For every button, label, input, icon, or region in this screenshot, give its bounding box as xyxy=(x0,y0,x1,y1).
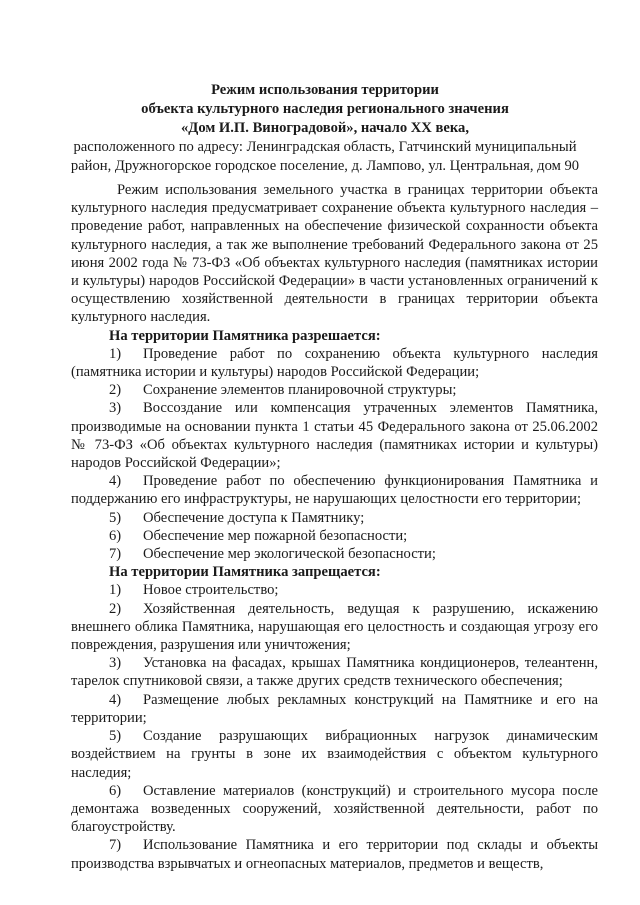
item-number: 7) xyxy=(109,546,122,563)
item-number: 2) xyxy=(109,382,122,399)
item-number: 5) xyxy=(109,728,122,745)
item-number: 7) xyxy=(109,837,122,854)
allowed-item xyxy=(71,472,598,508)
intro-paragraph: Режим использования земельного участка в границах территории объекта культурного наследия предусматривает сохранение объекта культурного наследия – проведение работ, направленных на обеспечение физической сохранности объекта культурного наследия, а так же выполнение требований Федерального закона от 25 июня 2002 года № 73-ФЗ «Об объектах культурного наследия (памятниках истории и культуры) народов Российской Федерации» в части установленных ограничений к осуществлению хозяйственной деятельности в границах территории объекта культурного наследия. xyxy=(71,182,598,326)
allowed-item xyxy=(71,545,598,563)
item-text: Воссоздание или компенсация утраченных элементов Памятника, производимые на основании пункта 1 статьи 45 Федерального закона от 25.06.2002 № 73-ФЗ «Об объектах культурного наследия (памятниках истории и культуры) народов Российской Федерации»; xyxy=(71,400,598,472)
item-text: Проведение работ по обеспечению функционирования Памятника и поддержанию его инфраструктуры, не нарушающих целостности его территории; xyxy=(71,473,598,508)
address-text: расположенного по адресу: Ленинградская область, Гатчинский муниципальный район, Дружногорское городское поселение, д. Лампово, ул. Центральная, дом 90 xyxy=(70,139,580,174)
item-text: Обеспечение доступа к Памятнику; xyxy=(143,509,365,526)
item-number: 3) xyxy=(109,655,122,672)
item-text: Использование Памятника и его территории под склады и объекты производства взрывчатых и огнеопасных материалов, предметов и веществ, xyxy=(71,837,598,872)
item-number: 2) xyxy=(109,600,122,617)
item-number: 1) xyxy=(109,582,122,599)
forbidden-item xyxy=(71,782,598,837)
forbidden-item xyxy=(71,727,598,782)
item-text: Установка на фасадах, крышах Памятника кондиционеров, телеантенн, тарелок спутниковой связи, а также других средств технического обеспечения; xyxy=(71,655,598,690)
allowed-heading: На территории Памятника разрешается: xyxy=(109,327,381,344)
forbidden-item xyxy=(71,581,598,599)
item-text: Хозяйственная деятельность, ведущая к разрушению, искажению внешнего облика Памятника, нарушающая его целостность и создающая угрозу его повреждения, разрушения или уничтожения; xyxy=(71,600,598,654)
item-text: Новое строительство; xyxy=(143,582,279,599)
item-number: 1) xyxy=(109,345,122,362)
item-number: 4) xyxy=(109,691,122,708)
forbidden-heading: На территории Памятника запрещается: xyxy=(109,564,381,581)
title-line-2: объекта культурного наследия регионального значения xyxy=(141,101,509,117)
allowed-item xyxy=(71,399,598,472)
forbidden-item xyxy=(71,600,598,655)
document-header xyxy=(60,81,590,176)
item-text: Обеспечение мер пожарной безопасности; xyxy=(143,527,408,544)
allowed-item xyxy=(71,527,598,545)
item-text: Обеспечение мер экологической безопасности; xyxy=(143,546,436,563)
item-text: Оставление материалов (конструкций) и строительного мусора после демонтажа возведенных сооружений, хозяйственной деятельности, работ по благоустройству. xyxy=(71,782,598,836)
item-number: 4) xyxy=(109,473,122,490)
allowed-item xyxy=(71,345,598,381)
item-text: Размещение любых рекламных конструкций на Памятнике и его на территории; xyxy=(71,691,598,726)
title-line-1: Режим использования территории xyxy=(211,82,439,98)
title-line-3: «Дом И.П. Виноградовой», начало XX века, xyxy=(180,120,469,136)
item-text: Сохранение элементов планировочной структуры; xyxy=(143,382,457,399)
allowed-item xyxy=(71,509,598,527)
item-number: 6) xyxy=(109,782,122,799)
allowed-item xyxy=(71,381,598,399)
item-number: 3) xyxy=(109,400,122,417)
item-number: 5) xyxy=(109,509,122,526)
forbidden-item xyxy=(71,836,598,872)
item-text: Создание разрушающих вибрационных нагрузок динамическим воздействием на грунты в зоне их взаимодействия с объектом культурного наследия; xyxy=(71,728,598,781)
forbidden-item xyxy=(71,691,598,727)
item-text: Проведение работ по сохранению объекта культурного наследия (памятника истории и культуры) народов Российской Федерации; xyxy=(71,345,598,381)
forbidden-item xyxy=(71,654,598,690)
document-body xyxy=(71,181,598,873)
item-number: 6) xyxy=(109,527,122,544)
